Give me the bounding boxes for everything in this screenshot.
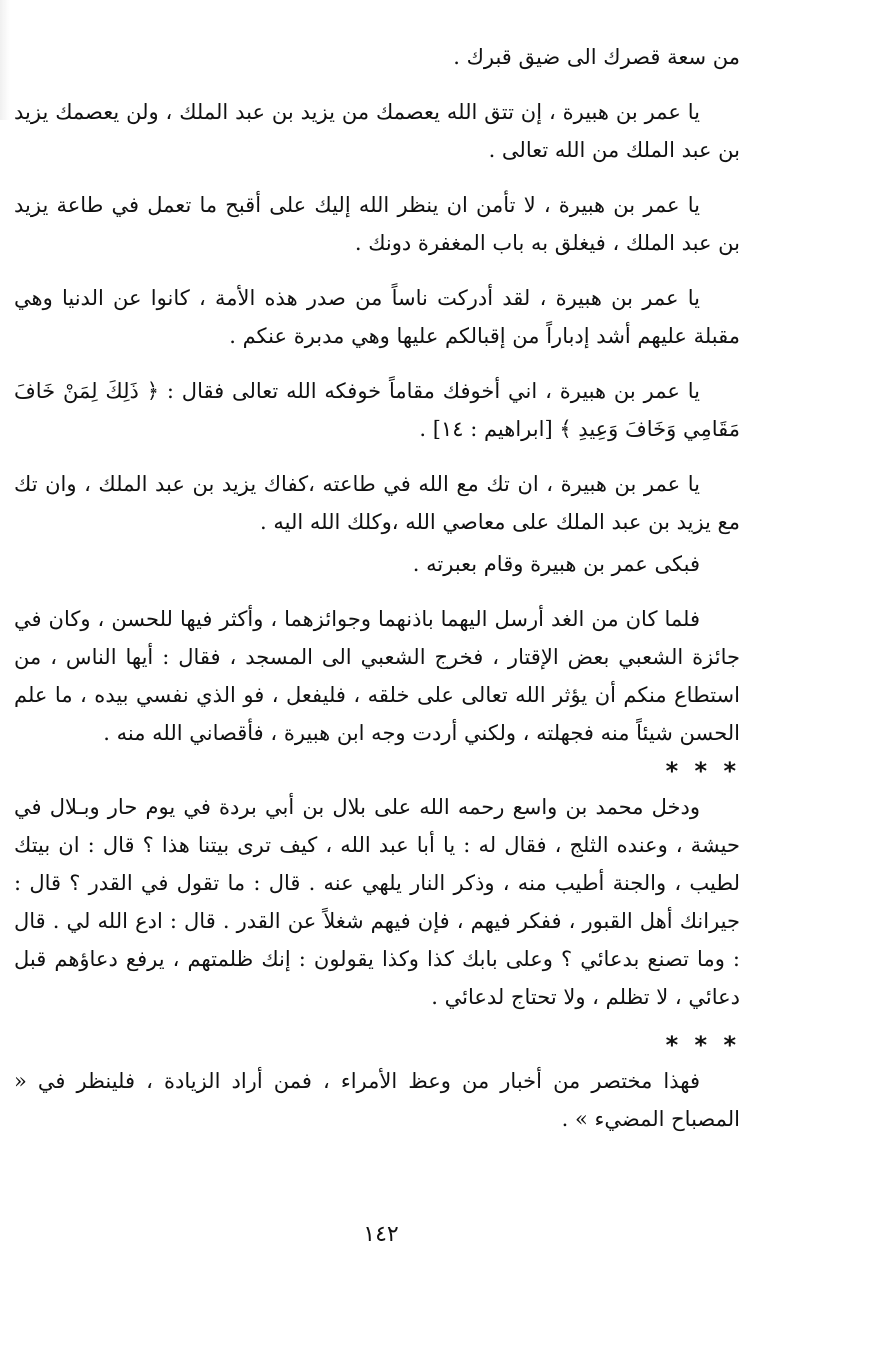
page-body xyxy=(14,38,740,1155)
paragraph-muhammad-bin-wasi: ودخل محمد بن واسع رحمه الله على بلال بن أبي بردة في يوم حار وبـلال في حيشة ، وعنده الثلج ، فقال له : يا أبا عبد الله ، كيف ترى بيتنا هذا ؟ قال : ان بيتك لطيب ، والجنة أطيب منه ، وذكر النار يلهي عنه . قال : ما تقول في القدر ؟ قال : جيرانك أهل القبور ، ففكر فيهم ، فإن فيهم شغلاً عن القدر . قال : ادع الله لي . قال : وما تصنع بدعائي ؟ وعلى بابك كذا وكذا يقولون : إنك ظلمتهم ، يرفع دعاؤهم قبل دعائي ، لا تظلم ، ولا تحتاج لدعائي . xyxy=(14,795,741,1009)
paragraph-next-day: فلما كان من الغد أرسل اليهما باذنهما وجوائزهما ، وأكثر فيها للحسن ، وكان في جائزة الشعبي بعض الإقتار ، فخرج الشعبي الى المسجد ، فقال : أيها الناس ، من استطاع منكم أن يؤثر الله تعالى على خلقه ، فليفعل ، فو الذي نفسي بيده ، ما علم الحسن شيئاً منه فجهلته ، ولكني أردت وجه ابن هبيرة ، فأقصاني الله منه . xyxy=(14,607,740,745)
paragraph-conclusion: فهذا مختصر من أخبار من وعظ الأمراء ، فمن أراد الزيادة ، فلينظر في « المصباح المضيء » . xyxy=(14,1069,740,1131)
section-separator-1: * * * xyxy=(665,757,740,785)
paragraph-exhortation-3: يا عمر بن هبيرة ، لقد أدركت ناساً من صدر هذه الأمة ، كانوا عن الدنيا وهي مقبلة عليهم أشد إدباراً من إقبالكم عليها وهي مدبرة عنكم . xyxy=(14,286,740,348)
scan-edge-shadow xyxy=(0,0,10,120)
paragraph-exhortation-1: يا عمر بن هبيرة ، إن تتق الله يعصمك من يزيد بن عبد الملك ، ولن يعصمك يزيد بن عبد الملك من الله تعالى . xyxy=(14,100,740,162)
paragraph-exhortation-2: يا عمر بن هبيرة ، لا تأمن ان ينظر الله إليك على أقبح ما تعمل في طاعة يزيد بن عبد الملك ، فيغلق به باب المغفرة دونك . xyxy=(14,193,740,255)
page-number: ١٤٢ xyxy=(363,1222,399,1247)
paragraph-weeping: فبكى عمر بن هبيرة وقام بعبرته . xyxy=(412,552,700,576)
paragraph-exhortation-4: يا عمر بن هبيرة ، اني أخوفك مقاماً خوفكه الله تعالى فقال : ﴿ ذَلِكَ لِمَنْ خَافَ مَقَامِي وَخَافَ وَعِيدِ ﴾ [ابراهيم : ١٤] . xyxy=(14,379,740,441)
section-separator-2: * * * xyxy=(665,1031,740,1059)
paragraph-exhortation-5: يا عمر بن هبيرة ، ان تك مع الله في طاعته ،كفاك يزيد بن عبد الملك ، وان تك مع يزيد بن عبد الملك على معاصي الله ،وكلك الله اليه . xyxy=(14,472,740,534)
paragraph-continuation: من سعة قصرك الى ضيق قبرك . xyxy=(453,45,740,69)
